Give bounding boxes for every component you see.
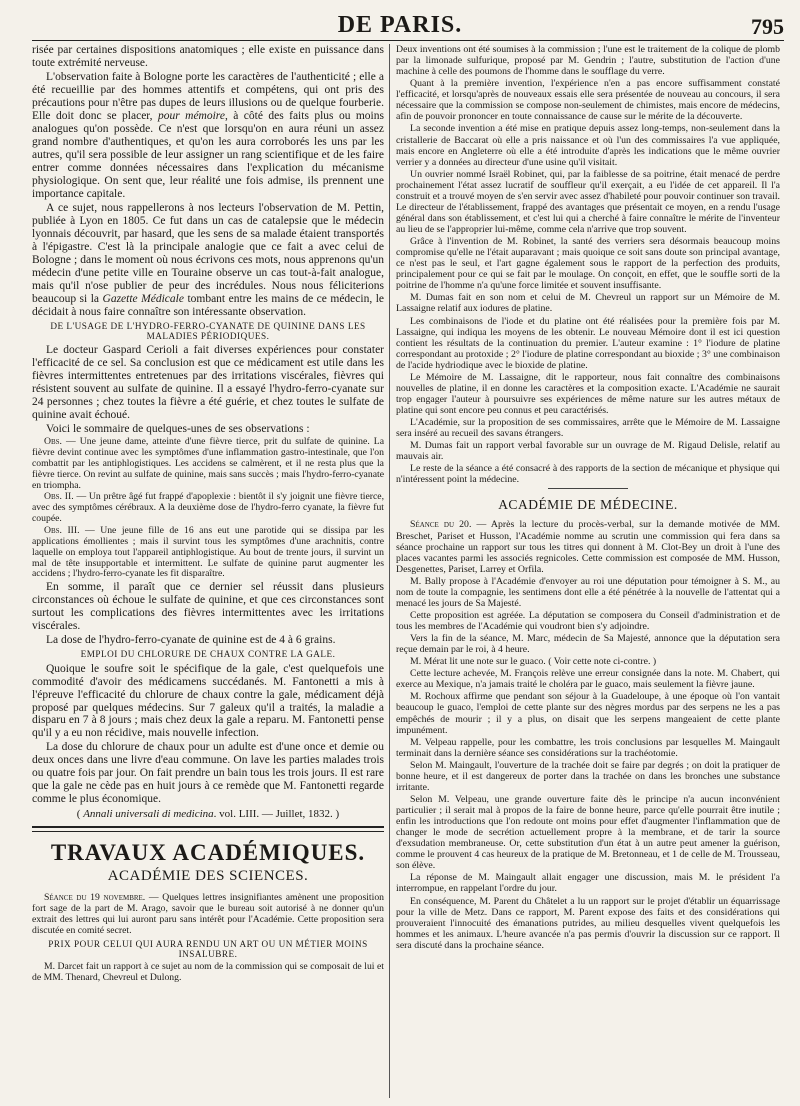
paragraph: risée par certaines dispositions anatomiques ; elle existe en puissance dans toute extrémité nerveuse. xyxy=(32,44,384,69)
academie-sciences-heading: ACADÉMIE DES SCIENCES. xyxy=(107,868,309,885)
academie-medecine-heading: ACADÉMIE DE MÉDECINE. xyxy=(498,497,678,513)
paragraph: Vers la fin de la séance, M. Marc, médecin de Sa Majesté, annonce que la députation sera reçue demain par le roi, à 4 heure. xyxy=(396,633,780,656)
paragraph: La seconde invention a été mise en pratique depuis assez long-temps, non-seulement dans la cristallerie de Baccarat où elle a pris naissance et où l'un des commissaires l'a vue appliquée, mais encore en Angleterre où elle a été introduite d'après les indications que le même ouvrier verrier y a données au directeur d'une usine qu'il visitait. xyxy=(396,123,780,168)
paragraph: M. Darcet fait un rapport à ce sujet au nom de la commission qui se composait de lui et de MM. Thenard, Chevreul et Dulong. xyxy=(32,961,384,984)
paragraph: Cette proposition est agréée. La députation se composera du Conseil d'administration et de tous les membres de l'Académie qui voudront bien s'y adjoindre. xyxy=(396,609,780,632)
paragraph: M. Mérat lit une note sur le guaco. ( Voir cette note ci-contre. ) xyxy=(410,656,657,668)
paragraph: En somme, il paraît que ce dernier sel réussit dans plusieurs circonstances où échoue le sulfate de quinine, et que ces circonstances sont surtout les complications des fièvres intermittentes avec les irritations viscérales. xyxy=(32,581,384,633)
section-heading: PRIX POUR CELUI QUI AURA RENDU UN ART OU UN MÉTIER MOINS INSALUBRE. xyxy=(48,938,368,960)
section-heading: EMPLOI DU CHLORURE DE CHAUX CONTRE LA GALE. xyxy=(80,649,336,660)
section-rule xyxy=(32,826,384,832)
paragraph: La réponse de M. Maingault allait engager une discussion, mais M. le président l'a interrompue, en rappelant l'ordre du jour. xyxy=(396,872,780,895)
observation: Obs. — Une jeune dame, atteinte d'une fièvre tierce, prit du sulfate de quinine. La fièvre devint continue avec les symptômes d'une inflammation gastro-intestinale, que l'on combattit par les antiphlogistiques. Les accidens se calmèrent, et il ne resta plus que la fièvre tierce. On revint au sulfate de quinine, mais sans succès ; mais l'hydro-ferro-cyanate en triompha. xyxy=(32,436,384,491)
paragraph: Grâce à l'invention de M. Robinet, la santé des verriers sera désormais beaucoup moins compromise qu'elle ne l'était auparavant ; mais quoique ce soit sans doute son principal avantage, ce n'est pas le seul, et l'art gagne également sous le rapport de la perfection des produits, principalement pour ce qui se fait par le moulage. On conçoit, en effet, que le souffle sorti de la poitrine de l'homme n'a qu'une force limitée et souvent insuffisante. xyxy=(396,236,780,292)
paragraph: Deux inventions ont été soumises à la commission ; l'une est le traitement de la colique de plomb par la limonade sulfurique, proposé par M. Gendrin ; l'autre, substitution de l'action d'une machine à celle des poumons de l'homme dans le soufflage du verre. xyxy=(396,44,780,78)
right-column xyxy=(396,44,780,1098)
travaux-heading: TRAVAUX ACADÉMIQUES. xyxy=(50,840,366,866)
paragraph: Le Mémoire de M. Lassaigne, dit le rapporteur, nous fait connaître des combinaisons nouvelles de platine, il en donne les caractères et la composition exacte. L'Académie ne saurait trop engager l'auteur à poursuivre ses expériences de même nature sur les autres métaux de platine qui sont encore peu connus et peu caractérisés. xyxy=(396,371,780,416)
observation: Obs. II. — Un prêtre âgé fut frappé d'apoplexie : bientôt il s'y joignit une fièvre tierce, avec des symptômes cérébraux. A la deuxième dose de l'hydro-ferro cyanate, la fièvre fut coupée. xyxy=(32,491,384,525)
seance-paragraph: Séance du 19 novembre. — Quelques lettres insignifiantes amènent une proposition fort sage de la part de M. Arago, savoir que le bureau soit autorisé à ne donner qu'un extrait des lettres qui lui auront paru sans intérêt pour l'Académie. Cette proposition sera discutée en comité secret. xyxy=(32,892,384,936)
paragraph: Un ouvrier nommé Israël Robinet, qui, par la faiblesse de sa poitrine, était menacé de perdre prochainement l'état assez lucratif de souffleur qu'il exerçait, a eu l'idée de cet appareil. Il l'a construit et a trouvé moyen de s'en servir avec assez d'habileté pour pouvoir continuer son travail. Le directeur de l'établissement, frappé des avantages que présentait ce moyen, en a rendu l'usage général dans son établissement, et c'est lui qui a cherché à faire connaître le mérite de l'inventeur au lieu de se l'approprier lui-même, comme cela n'arrive que trop souvent. xyxy=(396,168,780,235)
divider xyxy=(548,488,628,489)
observation: Obs. III. — Une jeune fille de 16 ans eut une parotide qui se dissipa par les applications émollientes ; mais il survint tous les symptômes d'une arachnitis, contre laquelle on employa tout l'appareil antiphlogistique. Au bout de trente jours, il survint un mal de tête insupportable et intermittent. Le sulfate de quinine parut augmenter les accidens ; l'hydro-ferro-cyanate les fit disparaître. xyxy=(32,525,384,580)
paragraph: Quoique le soufre soit le spécifique de la gale, c'est quelquefois une commodité d'avoir des médicamens succédanés. M. Fantonetti a mis à l'épreuve l'efficacité du chlorure de chaux contre la gale, médicament déjà proposé par quelques médecins. Sur 7 galeux qu'il a traités, la maladie a disparu en 7 à 8 jours ; mais chez deux la gale a reparu. M. Fantonetti pense qu'il y a eu non récidive, mais nouvelle infection. xyxy=(32,662,384,740)
header-rule xyxy=(32,40,784,41)
paragraph: Voici le sommaire de quelques-unes de ses observations : xyxy=(46,423,310,436)
paragraph: La dose du chlorure de chaux pour un adulte est d'une once et demie ou deux onces dans une livre d'eau commune. On lave les parties malades trois ou quatre fois par jour. On fait prendre un bain tous les trois jours. Il est rare que la gale ne cède pas en huit jours à ce remède que M. Fantonetti regarde comme le plus économique. xyxy=(32,741,384,806)
page-number: 795 xyxy=(751,14,784,39)
column-divider xyxy=(389,44,390,1098)
paragraph: Le docteur Gaspard Cerioli a fait diverses expériences pour constater l'efficacité de ce sel. Sa conclusion est que ce médicament est utile dans les fièvres intermittentes entretenues par des irritations viscérales, fièvres qui résistent souvent au sulfate de quinine. Il a essayé l'hydro-ferro-cyanate sur 24 personnes ; chez toutes la fièvre a été guérie, et chez toutes le sulfate de quinine avait échoué. xyxy=(32,344,384,422)
paragraph: La dose de l'hydro-ferro-cyanate de quinine est de 4 à 6 grains. xyxy=(46,634,336,647)
paragraph: L'Académie, sur la proposition de ses commissaires, arrête que le Mémoire de M. Lassaigne sera inséré au recueil des savans étrangers. xyxy=(396,417,780,440)
citation: ( Annali universali di medicina. vol. LIII. — Juillet, 1832. ) xyxy=(76,808,340,821)
left-column xyxy=(32,44,384,1098)
paragraph: L'observation faite à Bologne porte les caractères de l'authenticité ; elle a été recueillie par des hommes attentifs et compétens, qui ont pris des précautions pour n'être pas dupes de leurs illusions ou de quelque fourberie. Elle doit donc se placer, pour mémoire, à côté des faits plus ou moins analogues qu'on possède. Ce n'est que lorsqu'on en aura réuni un assez grand nombre d'authentiques, et qu'on les aura corroborés les uns par les autres, qu'il sera possible de leur assigner un rang scientifique et de les faire entrer comme données nécessaires dans l'explication du mécanisme physiologique. On sent que, leur réalité une fois admise, ils prennent une importance capitale. xyxy=(32,70,384,200)
running-title: DE PARIS. xyxy=(337,12,463,38)
paragraph: A ce sujet, nous rappellerons à nos lecteurs l'observation de M. Pettin, publiée à Lyon en 1805. Ce fut dans un cas de catalepsie que le médecin lyonnais découvrit, par hasard, que les sens de sa malade étaient transportés à l'épigastre. C'est là la principale analogie que ce fait a avec celui de Bologne ; dans le moment où nous écrivons ces mots, nous apprenons qu'un médecin d'une petite ville en Touraine observe un cas tout-à-fait analogue, mais qu'il n'ose publier de peur des incrédules. Nous nous féliciterions beaucoup si la Gazette Médicale tombant entre les mains de ce médecin, le décidait à nous faire connaître son intéressante observation. xyxy=(32,201,384,318)
paragraph: M. Bally propose à l'Académie d'envoyer au roi une députation pour témoigner à S. M., au nom de toute la compagnie, les sentimens dont elle a été pénétrée à la nouvelle de l'attentat qui a menacé les jours de Sa Majesté. xyxy=(396,575,780,609)
paragraph: Le reste de la séance a été consacré à des rapports de la section de mécanique et physique qui n'intéressent point la médecine. xyxy=(396,463,780,486)
paragraph: M. Dumas fait un rapport verbal favorable sur un ouvrage de M. Rigaud Delisle, relatif au mauvais air. xyxy=(396,440,780,463)
paragraph: M. Dumas fait en son nom et celui de M. Chevreul un rapport sur un Mémoire de M. Lassaigne relatif aux iodures de platine. xyxy=(396,292,780,315)
paragraph: Cette lecture achevée, M. François relève une erreur consignée dans la note. M. Chabert, qui exerce au Mexique, n'a jamais traité le choléra par le guaco, mais seulement la fièvre jaune. xyxy=(396,668,780,691)
paragraph: Selon M. Maingault, l'ouverture de la trachée doit se faire par degrés ; on doit la pratiquer de bonne heure, et il est dangereux de porter dans la trachée on dans les bronches une substance irritante. xyxy=(396,759,780,793)
paragraph: En conséquence, M. Parent du Châtelet a lu un rapport sur le projet d'établir un équarrissage pour la ville de Metz. Dans ce rapport, M. Parent expose des faits et des considérations qui prouveraient l'innocuité des émanations putrides, au milieu desquelles vivent quelquefois les hommes et les animaux. L'heure avancée n'a pas permis d'ouvrir la discussion sur ce rapport. Il sera discuté dans la prochaine séance. xyxy=(396,895,780,951)
paragraph: Les combinaisons de l'iode et du platine ont été réalisées pour la première fois par M. Lassaigne, qui indiqua les moyens de les obtenir. Le nouveau Mémoire dont il est ici question contient les résultats de la continuation du premier. L'auteur examine : 1° l'iodure de platine correspondant au protoxide ; 2° l'iodure de platine correspondant au bioxide ; 3° une combinaison de l'acide hydriodique avec le bioxide de platine. xyxy=(396,315,780,371)
paragraph: Selon M. Velpeau, une grande ouverture faite dès le principe n'a aucun inconvénient particulier ; il serait mal à propos de la faire de bonne heure, parce qu'elle pourrait être inutile ; enfin les introductions que l'on redoute ont moins pour effet d'augmenter l'inflammation que de changer le mode de secrétion actuellement propre à la membrane, et de tarir la source d'exsudation membraneuse. Or, cette substitution d'un état à un autre peut amener la guérison, comme le prouvent 4 cas heureux de la pratique de M. Bretonneau, et 1 de celle de M. Trousseau, son élève. xyxy=(396,793,780,872)
paragraph: M. Velpeau rappelle, pour les combattre, les trois conclusions par lesquelles M. Maingault terminait dans la dernière séance ses considérations sur la trachéotomie. xyxy=(396,736,780,759)
section-heading: DE L'USAGE DE L'HYDRO-FERRO-CYANATE DE QUININE DANS LES MALADIES PÉRIODIQUES. xyxy=(50,320,366,341)
seance-paragraph: Séance du 20. — Après la lecture du procès-verbal, sur la demande motivée de MM. Breschet, Pariset et Husson, l'Académie nomme au scrutin une commission qui fera dans sa séance prochaine un rapport sur tous les titres qui donnent à M. Clot-Bey un droit à l'une des places vacantes parmi les associés regnicoles. Cette commission est composée de MM. Husson, Desgenettes, Pariset, Larrey et Orfila. xyxy=(396,519,780,575)
paragraph: M. Rochoux affirme que pendant son séjour à la Guadeloupe, à une époque où l'on vantait beaucoup le guaco, l'emploi de cette plante sur des nègres mordus par des serpens ne les a pas empêchés de mourir ; il y a plus, on disait que les serpens mangeaient de cette plante impunément. xyxy=(396,691,780,736)
paragraph: Quant à la première invention, l'expérience n'en a pas encore suffisamment constaté l'efficacité, et lorsqu'après de nouveaux essais elle sera présentée de nouveau au concours, il sera nécessaire que la commission se compose non-seulement de chimistes, mais encore de médecins, afin de pouvoir prononcer en toute connaissance de cause sur le mérite de la découverte. xyxy=(396,78,780,123)
